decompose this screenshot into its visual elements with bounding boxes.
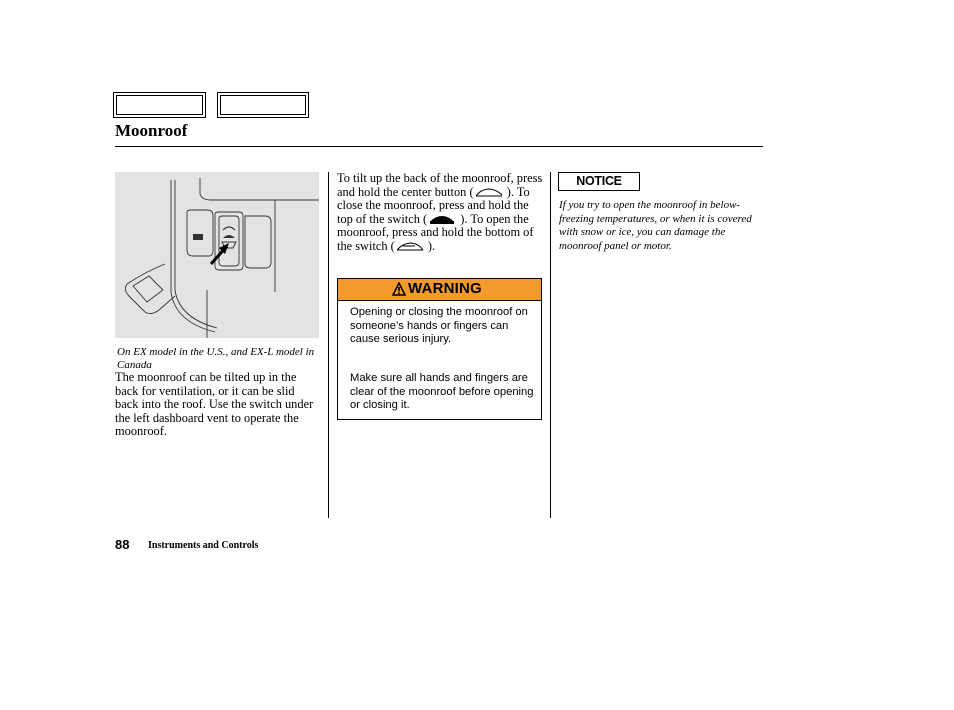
notice-text: If you try to open the moonroof in below-freezing temperatures, or when it is covered with snow or ice, you can damage the moonroof panel or motor. [559, 199, 752, 252]
warning-text-2: Make sure all hands and fingers are clear of the moonroof before opening or closing it. [350, 372, 534, 411]
figure-caption: On EX model in the U.S., and EX-L model in Canada [117, 346, 315, 371]
page-number: 88 [115, 537, 130, 552]
operation-text-part-4: ). [427, 238, 436, 253]
warning-header [338, 279, 541, 301]
open-moonroof-icon [395, 241, 425, 252]
operation-paragraph [337, 172, 543, 253]
header-tab-box-left [113, 92, 206, 118]
switch-label-mark [193, 234, 203, 240]
operation-text-part-3: ). To open the moonroof, press and hold the bottom of the switch ( [337, 211, 534, 253]
column-divider-2 [550, 172, 551, 518]
tilt-up-moonroof-icon [474, 187, 504, 198]
moonroof-switch-drawing [115, 172, 319, 338]
close-moonroof-icon [427, 214, 457, 225]
notice-label: NOTICE [576, 174, 622, 188]
page-title: Moonroof [115, 121, 188, 140]
section-name: Instruments and Controls [148, 540, 259, 551]
column-divider-1 [328, 172, 329, 518]
operation-text-part-2: ). To close the moonroof, press and hold the top of the switch ( [337, 184, 530, 226]
warning-label: WARNING [408, 280, 482, 297]
notice-box [558, 172, 640, 191]
warning-text-1: Opening or closing the moonroof on someone’s hands or fingers can cause serious injury. [350, 306, 528, 345]
moonroof-switch-illustration [115, 172, 319, 338]
warning-box [337, 278, 542, 420]
warning-triangle-icon [392, 282, 406, 296]
intro-paragraph: The moonroof can be tilted up in the back for ventilation, or it can be slid back into the roof. Use the switch under the left dashboard vent to operate the moonroof. [115, 370, 314, 438]
title-rule [115, 146, 763, 147]
operation-text-part-1: To tilt up the back of the moonroof, press and hold the center button ( [337, 171, 543, 199]
header-tab-box-right [217, 92, 309, 118]
